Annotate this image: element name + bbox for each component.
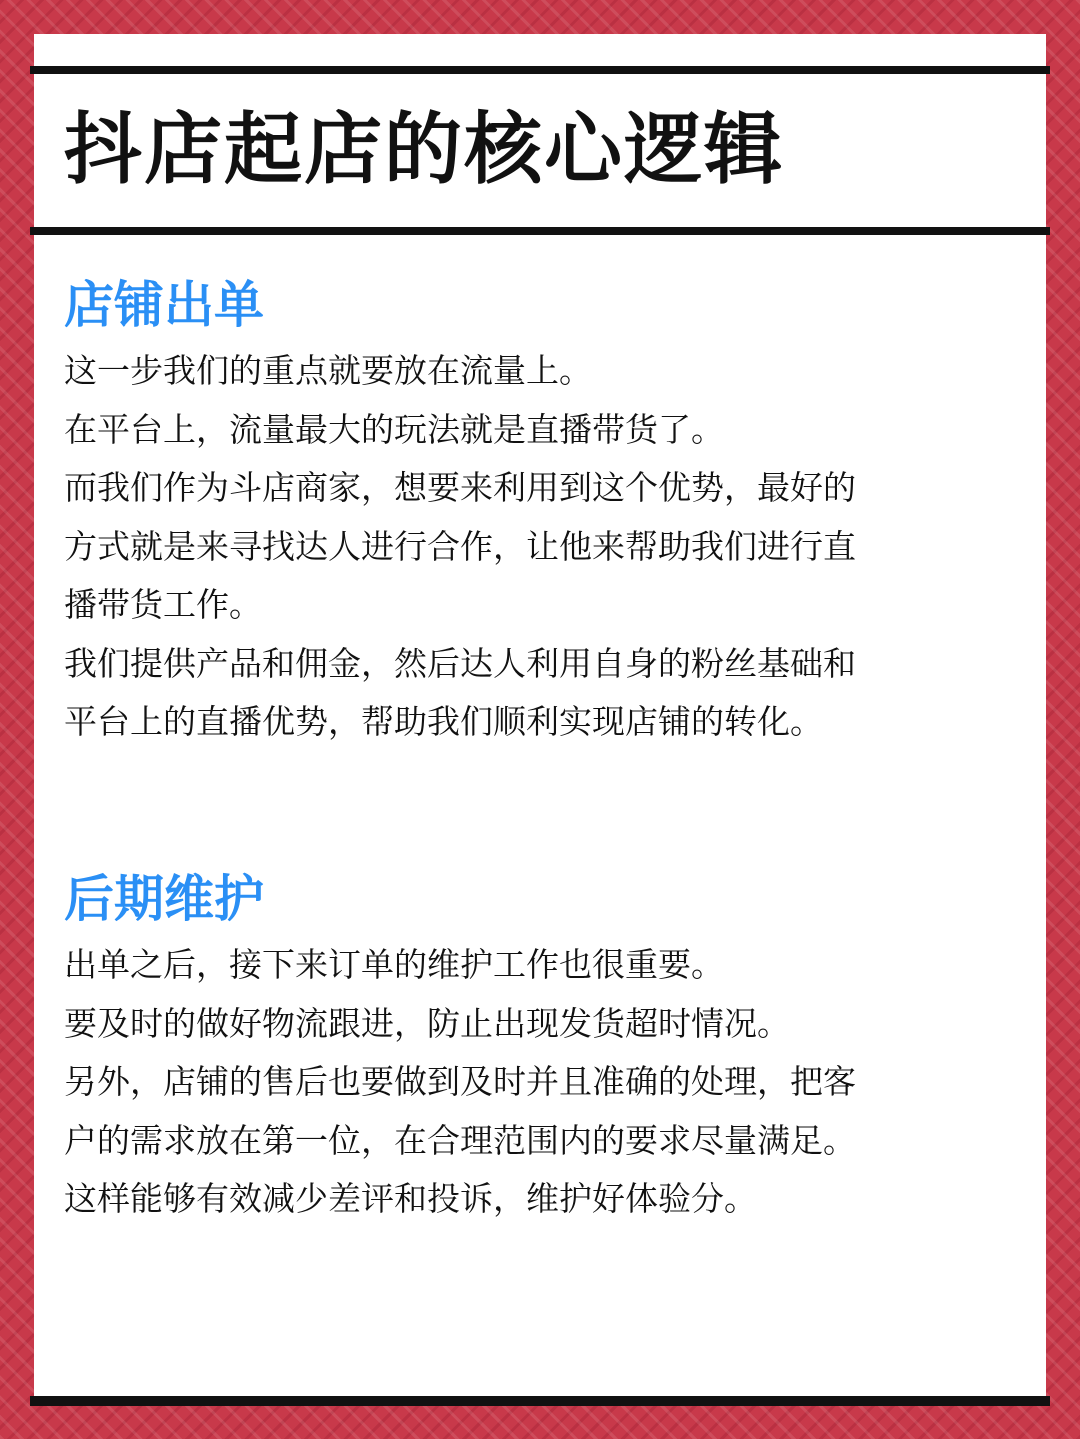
body-line: 在平台上，流量最大的玩法就是直播带货了。 <box>64 409 724 449</box>
body-line: 要及时的做好物流跟进，防止出现发货超时情况。 <box>64 1003 790 1043</box>
section-body <box>64 342 964 752</box>
section-body <box>64 936 964 1229</box>
body-line: 平台上的直播优势，帮助我们顺利实现店铺的转化。 <box>64 702 823 741</box>
section-heading: 店铺出单 <box>64 276 264 334</box>
body-line: 另外，店铺的售后也要做到及时并且准确的处理，把客 <box>64 1062 856 1101</box>
body-line: 播带货工作。 <box>64 585 262 624</box>
body-line: 出单之后，接下来订单的维护工作也很重要。 <box>64 945 724 984</box>
bottom-divider <box>30 1396 1050 1406</box>
body-line: 方式就是来寻找达人进行合作，让他来帮助我们进行直 <box>64 526 856 566</box>
body-line: 户的需求放在第一位，在合理范围内的要求尽量满足。 <box>64 1120 856 1160</box>
body-line: 而我们作为斗店商家，想要来利用到这个优势，最好的 <box>64 468 856 507</box>
body-line: 这样能够有效减少差评和投诉，维护好体验分。 <box>64 1179 757 1218</box>
section-maintenance <box>64 862 964 1229</box>
top-divider <box>30 66 1050 74</box>
page-title: 抖店起店的核心逻辑 <box>64 105 785 195</box>
body-line: 我们提供产品和佣金，然后达人利用自身的粉丝基础和 <box>64 643 856 683</box>
section-heading: 后期维护 <box>64 870 264 928</box>
section-store-orders <box>64 268 964 752</box>
body-line: 这一步我们的重点就要放在流量上。 <box>64 351 592 390</box>
title-divider <box>30 227 1050 235</box>
